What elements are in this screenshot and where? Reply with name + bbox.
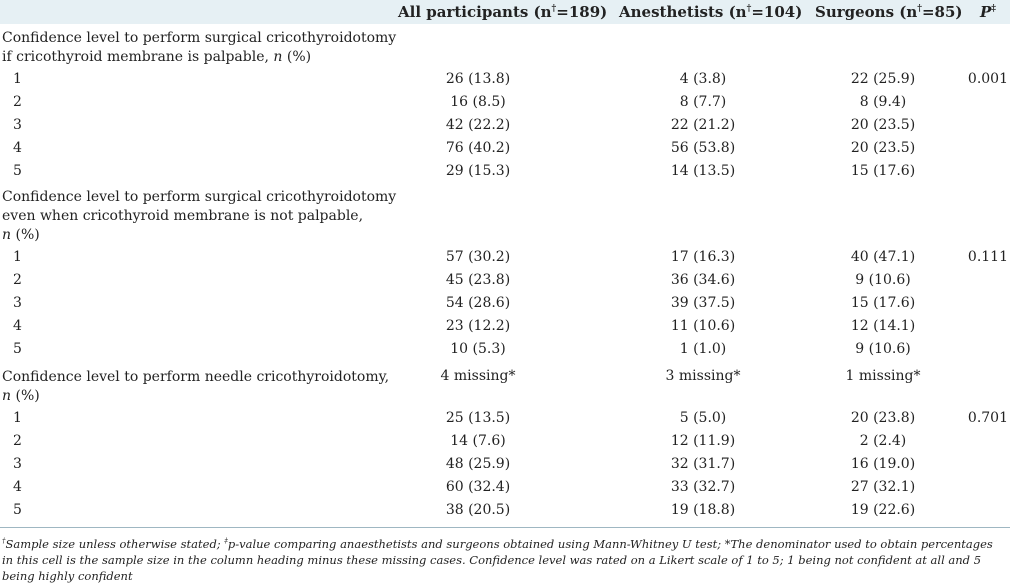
section-title-text: Confidence level to perform surgical cricothyroidotomy [2,189,397,205]
cell-anesthetists: 36 (34.6) [670,272,736,288]
missing-anesthetists: 3 missing* [665,368,741,384]
likert-level: 2 [13,433,22,449]
cell-surgeons: 9 (10.6) [855,341,911,357]
cell-anesthetists: 56 (53.8) [670,140,736,156]
likert-level: 5 [13,163,22,179]
missing-surgeons: 1 missing* [845,368,921,384]
section-title-line [2,226,40,245]
cell-surgeons: 27 (32.1) [850,479,916,495]
cell-anesthetists: 17 (16.3) [670,249,736,265]
p-value: 0.701 [967,410,1008,426]
section-title-line [2,29,396,48]
p-value: 0.111 [967,249,1008,265]
col-header-all: All participants (n†=189) [398,3,608,21]
cell-surgeons: 2 (2.4) [859,433,907,449]
cell-all: 26 (13.8) [445,71,511,87]
cell-anesthetists: 12 (11.9) [670,433,736,449]
cell-surgeons: 9 (10.6) [855,272,911,288]
cell-all: 48 (25.9) [445,456,511,472]
section-title-text: Confidence level to perform surgical cricothyroidotomy [2,30,397,46]
cell-all: 45 (23.8) [445,272,511,288]
cell-anesthetists: 5 (5.0) [679,410,727,426]
section-title-line [2,387,40,406]
cell-surgeons: 19 (22.6) [850,502,916,518]
cell-all: 10 (5.3) [450,341,506,357]
section-title-text: Confidence level to perform needle cricothyroidotomy, [2,369,390,385]
cell-surgeons: 20 (23.5) [850,117,916,133]
likert-level: 4 [13,140,22,156]
cell-anesthetists: 22 (21.2) [670,117,736,133]
cell-all: 25 (13.5) [445,410,511,426]
cell-all: 57 (30.2) [445,249,511,265]
cell-surgeons: 40 (47.1) [850,249,916,265]
cell-all: 14 (7.6) [450,433,506,449]
cell-all: 60 (32.4) [445,479,511,495]
cell-all: 23 (12.2) [445,318,511,334]
cell-surgeons: 16 (19.0) [850,456,916,472]
cell-anesthetists: 33 (32.7) [670,479,736,495]
cell-surgeons: 22 (25.9) [850,71,916,87]
section-title-text: if cricothyroid membrane is palpable, n (%) [2,49,312,65]
cell-surgeons: 15 (17.6) [850,295,916,311]
section-title-line [2,207,363,226]
cell-surgeons: 12 (14.1) [850,318,916,334]
likert-level: 2 [13,94,22,110]
cell-surgeons: 15 (17.6) [850,163,916,179]
cell-surgeons: 20 (23.8) [850,410,916,426]
section-title-text: even when cricothyroid membrane is not palpable, [2,208,364,224]
likert-level: 1 [13,410,22,426]
p-value: 0.001 [967,71,1008,87]
section-title-line [2,188,396,207]
footnote: †Sample size unless otherwise stated; ‡p-value comparing anaesthetists and surgeons obtained using Mann-Whitney U test; *The denominator used to obtain percentages in this cell is the sample size in the column heading minus these missing cases. Confidence level was rated on a Likert scale of 1 to 5; 1 being not confident at all and 5 being highly confident [2,536,993,583]
likert-level: 1 [13,71,22,87]
cell-anesthetists: 1 (1.0) [679,341,727,357]
cell-anesthetists: 11 (10.6) [670,318,736,334]
likert-level: 2 [13,272,22,288]
likert-level: 3 [13,456,22,472]
cell-anesthetists: 32 (31.7) [670,456,736,472]
likert-level: 4 [13,479,22,495]
likert-level: 4 [13,318,22,334]
missing-all: 4 missing* [440,368,516,384]
cell-anesthetists: 19 (18.8) [670,502,736,518]
cell-anesthetists: 14 (13.5) [670,163,736,179]
cell-all: 42 (22.2) [445,117,511,133]
cell-anesthetists: 4 (3.8) [679,71,727,87]
col-header-p: P‡ [980,3,996,21]
likert-level: 3 [13,295,22,311]
likert-level: 1 [13,249,22,265]
cell-surgeons: 20 (23.5) [850,140,916,156]
section-title-text: n (%) [2,388,40,404]
likert-level: 5 [13,502,22,518]
cell-surgeons: 8 (9.4) [859,94,907,110]
cell-anesthetists: 8 (7.7) [679,94,727,110]
cell-all: 54 (28.6) [445,295,511,311]
section-title-text: n (%) [2,227,40,243]
likert-level: 5 [13,341,22,357]
col-header-anesthetists: Anesthetists (n†=104) [619,3,803,21]
section-title-line [2,368,389,387]
cell-all: 38 (20.5) [445,502,511,518]
cell-all: 16 (8.5) [450,94,506,110]
likert-level: 3 [13,117,22,133]
cell-anesthetists: 39 (37.5) [670,295,736,311]
col-header-surgeons: Surgeons (n†=85) [815,3,963,21]
cell-all: 76 (40.2) [445,140,511,156]
table-bottom-rule [0,527,1010,528]
cell-all: 29 (15.3) [445,163,511,179]
section-title-line [2,48,311,67]
